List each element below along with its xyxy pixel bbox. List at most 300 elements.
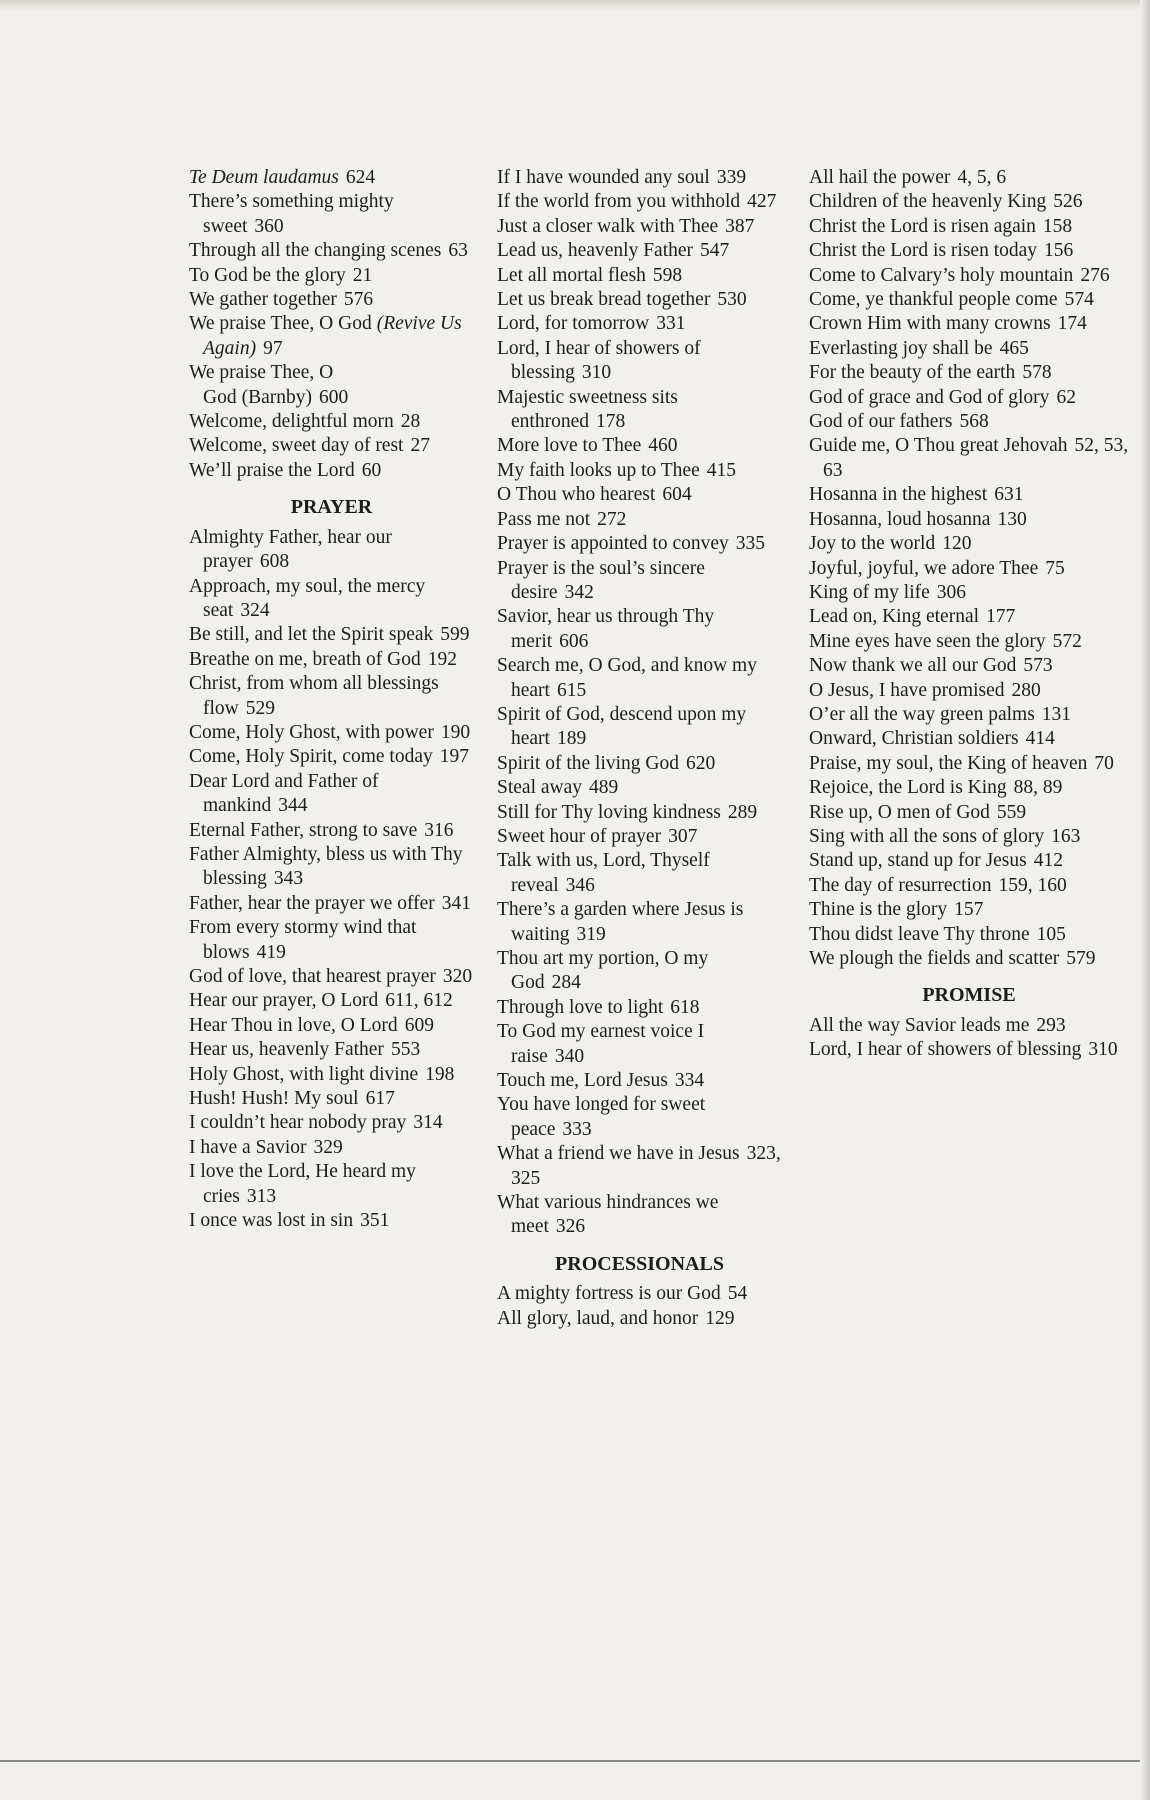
index-entry — [809, 288, 1129, 312]
hymn-number: 163 — [1051, 825, 1081, 847]
hymn-title: There’s a garden where Jesus is waiting — [497, 899, 744, 945]
index-entry — [189, 1111, 474, 1135]
index-entry — [189, 575, 474, 624]
index-entry — [809, 947, 1129, 971]
hymn-title: O Jesus, I have promised — [809, 679, 1005, 701]
hymn-number: 192 — [427, 648, 458, 670]
hymn-number: 553 — [390, 1039, 421, 1061]
hymn-title: Eternal Father, strong to save — [189, 819, 418, 841]
hymn-title: O’er all the way green palms — [809, 703, 1035, 725]
hymn-title: Sweet hour of prayer — [497, 825, 662, 847]
hymn-number: 573 — [1023, 655, 1053, 677]
index-entry — [809, 581, 1129, 605]
hymn-number: 62 — [1056, 386, 1076, 408]
hymn-title: Holy Ghost, with light divine — [189, 1063, 419, 1085]
hymn-number: 530 — [717, 289, 747, 311]
hymn-number: 600 — [319, 386, 349, 408]
index-entry — [189, 989, 474, 1013]
hymn-number: 189 — [556, 728, 587, 750]
hymn-number: 341 — [441, 892, 471, 914]
hymn-title: Crown Him with many crowns — [809, 313, 1051, 335]
index-entry — [189, 526, 474, 575]
hymn-number: 489 — [589, 777, 619, 799]
hymn-title: Welcome, sweet day of rest — [189, 435, 404, 457]
hymn-title: All the way Savior leads me — [809, 1014, 1030, 1036]
hymn-number: 387 — [725, 215, 755, 237]
hymn-number: 617 — [365, 1088, 395, 1110]
index-entry — [809, 605, 1129, 629]
hymn-number: 604 — [662, 484, 692, 506]
hymn-number: 63 — [448, 240, 468, 262]
hymn-title: We’ll praise the Lord — [189, 459, 355, 481]
hymn-number: 4, 5, 6 — [957, 167, 1007, 188]
hymn-title: Hosanna in the highest — [809, 484, 988, 506]
index-entry — [189, 166, 474, 190]
index-entry — [189, 1063, 474, 1087]
index-entry — [497, 801, 782, 825]
hymn-title: Mine eyes have seen the glory — [809, 630, 1046, 652]
index-entry — [189, 239, 474, 263]
index-entry — [497, 288, 782, 312]
hymn-number: 608 — [259, 551, 290, 573]
hymn-title: Steal away — [497, 777, 583, 799]
hymn-title: We gather together — [189, 289, 337, 311]
hymn-title: Almighty Father, hear our prayer — [189, 526, 392, 573]
index-entry — [809, 532, 1129, 556]
index-entry — [497, 1093, 782, 1142]
hymn-title: Stand up, stand up for Jesus — [809, 850, 1027, 872]
index-entry — [809, 312, 1129, 336]
index-entry — [809, 874, 1129, 898]
hymn-number: 547 — [700, 240, 730, 262]
hymn-title: I couldn’t hear nobody pray — [189, 1112, 407, 1134]
hymn-title: Joy to the world — [809, 533, 936, 555]
hymn-number: 284 — [551, 972, 581, 994]
index-entry — [189, 410, 474, 434]
hymn-number: 97 — [263, 337, 283, 359]
index-entry — [189, 916, 474, 965]
hymn-number: 578 — [1022, 362, 1052, 384]
index-entry — [809, 703, 1129, 727]
hymn-title: Come, ye thankful people come — [809, 289, 1058, 311]
hymn-number: 342 — [564, 581, 594, 603]
index-entry — [189, 965, 474, 989]
hymn-title: Through all the changing scenes — [189, 240, 442, 262]
hymn-title: God of our fathers — [809, 411, 953, 433]
index-entry — [189, 892, 474, 916]
hymn-title: Rejoice, the Lord is King — [809, 777, 1007, 799]
hymn-number: 611, 612 — [385, 990, 453, 1012]
hymn-title: Through love to light — [497, 996, 664, 1018]
index-entry — [809, 801, 1129, 825]
hymn-title: Father Almighty, bless us with Thy blessing — [189, 843, 463, 890]
hymn-title: Lord, for tomorrow — [497, 313, 650, 335]
index-entry — [189, 843, 474, 892]
hymn-number: 178 — [595, 411, 626, 433]
hymn-number: 75 — [1045, 557, 1065, 579]
hymn-number: 198 — [425, 1063, 455, 1085]
index-entry — [497, 434, 782, 458]
hymn-number: 306 — [936, 581, 967, 603]
index-column-3 — [809, 166, 1129, 1063]
hymn-title: Spirit of God, descend upon my heart — [497, 703, 747, 750]
hymn-number: 360 — [254, 215, 284, 237]
index-entry — [809, 923, 1129, 947]
hymn-title: To God be the glory — [189, 264, 346, 286]
hymn-title: There’s something mighty sweet — [189, 191, 394, 237]
hymn-title: Come, Holy Spirit, come today — [189, 746, 433, 768]
hymn-title: To God my earnest voice I raise — [497, 1021, 705, 1067]
hymn-title: Lead on, King eternal — [809, 606, 980, 628]
hymn-number: 197 — [439, 746, 469, 768]
hymn-title: Majestic sweetness sits enthroned — [497, 386, 678, 433]
index-entry — [189, 721, 474, 745]
index-entry — [497, 1142, 782, 1191]
hymn-title: Welcome, delightful morn — [189, 411, 394, 433]
hymn-number: 331 — [656, 313, 686, 335]
hymn-number: 559 — [996, 801, 1027, 823]
hymn-title: Thou didst leave Thy throne — [809, 923, 1030, 945]
index-entry — [497, 1307, 782, 1331]
index-entry — [497, 947, 782, 996]
hymn-title: We praise Thee, O God — [189, 362, 334, 408]
page-right-edge — [1140, 0, 1150, 1800]
index-entry — [189, 264, 474, 288]
index-entry — [809, 1014, 1129, 1038]
index-entry — [497, 1069, 782, 1093]
hymn-number: 334 — [674, 1070, 705, 1092]
hymn-title: Hear Thou in love, O Lord — [189, 1014, 398, 1036]
hymn-title: Rise up, O men of God — [809, 801, 990, 823]
index-entry — [497, 1191, 782, 1240]
index-entry — [497, 1282, 782, 1306]
hymn-title: Christ the Lord is risen again — [809, 215, 1036, 237]
hymn-number: 335 — [735, 533, 766, 555]
hymn-subtitle: (Revive Us Again) — [203, 313, 462, 359]
hymn-title: Prayer is the soul’s sincere desire — [497, 557, 705, 603]
index-entry — [497, 508, 782, 532]
hymn-title: Lord, I hear of showers of blessing — [809, 1039, 1082, 1061]
hymn-number: 272 — [597, 508, 627, 530]
hymn-number: 415 — [706, 459, 736, 481]
hymn-title: What a friend we have in Jesus — [497, 1143, 740, 1165]
index-entry — [809, 264, 1129, 288]
index-entry — [497, 483, 782, 507]
hymn-number: 190 — [440, 721, 471, 743]
index-entry — [809, 630, 1129, 654]
hymn-number: 574 — [1064, 289, 1094, 311]
index-entry — [809, 898, 1129, 922]
hymn-title: More love to Thee — [497, 435, 642, 457]
hymn-title: Let us break bread together — [497, 289, 711, 311]
hymn-title: All glory, laud, and honor — [497, 1307, 699, 1329]
hymn-title: O Thou who hearest — [497, 484, 656, 506]
hymn-number: 60 — [361, 459, 382, 481]
hymn-number: 329 — [313, 1136, 343, 1158]
hymn-title: Be still, and let the Spirit speak — [189, 624, 434, 646]
section-heading: PRAYER — [290, 496, 373, 519]
index-entry — [809, 557, 1129, 581]
hymn-title: What various hindrances we meet — [497, 1192, 719, 1238]
hymn-title: Hush! Hush! My soul — [189, 1088, 359, 1110]
hymn-title: I once was lost in sin — [189, 1210, 354, 1232]
hymn-number: 598 — [652, 264, 683, 286]
hymn-number: 572 — [1052, 630, 1082, 652]
hymn-number: 344 — [278, 795, 308, 817]
index-column-2 — [497, 166, 782, 1331]
hymn-title: A mighty fortress is our God — [497, 1283, 721, 1305]
hymn-number: 313 — [246, 1185, 277, 1207]
index-entry — [809, 825, 1129, 849]
index-entry — [809, 386, 1129, 410]
index-entry — [497, 215, 782, 239]
index-entry — [189, 434, 474, 458]
hymn-title: Pass me not — [497, 508, 591, 530]
hymn-number: 310 — [1088, 1039, 1118, 1061]
hymn-title: Everlasting joy shall be — [809, 337, 993, 359]
hymn-number: 599 — [440, 624, 470, 646]
hymn-title: Dear Lord and Father of mankind — [189, 770, 379, 817]
index-entry — [189, 190, 474, 239]
index-entry — [497, 605, 782, 654]
index-entry — [497, 239, 782, 263]
index-entry — [809, 434, 1129, 483]
hymn-number: 276 — [1080, 264, 1110, 286]
index-entry — [497, 703, 782, 752]
hymn-title: Savior, hear us through Thy merit — [497, 606, 715, 652]
index-entry — [497, 849, 782, 898]
hymn-number: 293 — [1036, 1014, 1066, 1036]
hymn-title: Praise, my soul, the King of heaven — [809, 752, 1088, 774]
hymn-title: Approach, my soul, the mercy seat — [189, 575, 426, 621]
hymn-number: 606 — [559, 630, 589, 652]
hymn-number: 615 — [556, 679, 587, 701]
hymn-number: 568 — [959, 411, 989, 433]
index-entry — [809, 508, 1129, 532]
hymn-number: 174 — [1057, 313, 1087, 335]
hymn-number: 465 — [999, 337, 1029, 359]
hymn-title: Come, Holy Ghost, with power — [189, 721, 434, 743]
hymn-title: Sing with all the sons of glory — [809, 825, 1045, 847]
hymn-number: 27 — [410, 435, 430, 457]
hymn-number: 579 — [1066, 948, 1096, 969]
hymn-title: We plough the fields and scatter — [809, 948, 1060, 969]
hymn-number: 159, 160 — [998, 874, 1067, 896]
index-entry — [497, 654, 782, 703]
hymn-number: 289 — [727, 801, 758, 823]
hymn-title: Thou art my portion, O my God — [497, 948, 709, 994]
hymn-title: Joyful, joyful, we adore Thee — [809, 557, 1039, 579]
hymn-number: 340 — [554, 1045, 585, 1067]
hymn-title: If the world from you withhold — [497, 191, 741, 213]
hymn-number: 624 — [345, 167, 376, 188]
index-entry — [809, 410, 1129, 434]
hymn-number: 54 — [727, 1283, 748, 1305]
hymn-title: All hail the power — [809, 167, 951, 188]
hymn-title: Te Deum laudamus — [189, 167, 339, 188]
hymn-number: 177 — [986, 606, 1016, 628]
hymn-title: Just a closer walk with Thee — [497, 215, 719, 237]
index-entry — [189, 312, 474, 361]
index-entry — [809, 337, 1129, 361]
hymn-title: Spirit of the living God — [497, 752, 679, 774]
hymn-title: My faith looks up to Thee — [497, 459, 700, 481]
index-entry — [189, 672, 474, 721]
index-column-1 — [189, 166, 474, 1233]
bottom-rule — [0, 1760, 1140, 1762]
index-entry — [809, 679, 1129, 703]
index-entry — [189, 1136, 474, 1160]
hymn-title: Onward, Christian soldiers — [809, 728, 1019, 750]
hymn-number: 333 — [562, 1118, 592, 1140]
hymn-number: 310 — [581, 362, 612, 384]
hymn-number: 618 — [670, 996, 700, 1018]
hymn-number: 120 — [942, 533, 972, 555]
hymn-number: 320 — [442, 966, 473, 987]
hymn-title: Hear us, heavenly Father — [189, 1039, 384, 1061]
hymn-subtitle: (Barnby) — [241, 386, 312, 408]
index-entry — [809, 849, 1129, 873]
hymn-number: 88, 89 — [1013, 777, 1063, 799]
hymn-title: We praise Thee, O God — [189, 313, 372, 335]
index-entry — [189, 1160, 474, 1209]
section-heading: PROMISE — [922, 984, 1016, 1007]
index-entry — [497, 312, 782, 336]
hymn-title: Christ, from whom all blessings flow — [189, 673, 439, 719]
index-entry — [497, 996, 782, 1020]
hymn-number: 307 — [668, 825, 698, 847]
index-entry — [497, 557, 782, 606]
index-entry — [189, 745, 474, 769]
index-entry — [809, 654, 1129, 678]
hymn-number: 412 — [1033, 850, 1063, 872]
hymn-title: Guide me, O Thou great Jehovah — [809, 435, 1068, 457]
hymn-number: 631 — [994, 484, 1024, 506]
index-entry — [189, 648, 474, 672]
hymn-number: 351 — [360, 1210, 390, 1232]
hymn-number: 105 — [1036, 923, 1066, 945]
hymn-title: You have longed for sweet peace — [497, 1094, 706, 1140]
hymn-number: 346 — [565, 874, 595, 896]
index-entry — [497, 264, 782, 288]
hymn-number: 323, 325 — [511, 1143, 781, 1189]
hymn-number: 314 — [413, 1112, 443, 1134]
hymn-number: 130 — [997, 508, 1027, 530]
index-entry — [809, 361, 1129, 385]
hymn-title: If I have wounded any soul — [497, 167, 710, 188]
index-entry — [189, 288, 474, 312]
hymn-title: Lead us, heavenly Father — [497, 240, 694, 262]
hymn-number: 419 — [256, 941, 286, 963]
index-entry — [809, 1038, 1129, 1062]
index-entry — [189, 361, 474, 410]
hymn-title: Let all mortal flesh — [497, 264, 646, 286]
hymn-title: God of grace and God of glory — [809, 386, 1050, 408]
hymn-title: I love the Lord, He heard my cries — [189, 1161, 416, 1207]
hymn-title: Touch me, Lord Jesus — [497, 1070, 668, 1092]
hymn-title: For the beauty of the earth — [809, 362, 1016, 384]
hymn-number: 156 — [1044, 240, 1074, 262]
index-entry — [189, 459, 474, 483]
index-entry — [189, 1038, 474, 1062]
index-entry — [497, 166, 782, 190]
section-heading: PROCESSIONALS — [555, 1252, 724, 1275]
hymn-number: 131 — [1041, 703, 1072, 725]
hymn-title: Father, hear the prayer we offer — [189, 892, 435, 914]
index-entry — [497, 1020, 782, 1069]
hymn-number: 427 — [747, 191, 777, 213]
index-entry — [497, 532, 782, 556]
index-entry — [189, 1209, 474, 1233]
hymn-title: Children of the heavenly King — [809, 191, 1047, 213]
hymn-title: Come to Calvary’s holy mountain — [809, 264, 1074, 286]
hymn-number: 158 — [1042, 215, 1073, 237]
hymn-number: 460 — [648, 435, 678, 457]
hymn-number: 319 — [576, 923, 606, 945]
hymn-number: 609 — [404, 1014, 434, 1036]
index-entry — [809, 215, 1129, 239]
index-entry — [497, 752, 782, 776]
hymn-title: Christ the Lord is risen today — [809, 240, 1038, 262]
index-entry — [809, 239, 1129, 263]
hymn-number: 157 — [954, 899, 984, 921]
hymn-title: Still for Thy loving kindness — [497, 801, 721, 823]
index-entry — [189, 770, 474, 819]
index-entry — [497, 190, 782, 214]
index-entry — [809, 190, 1129, 214]
hymn-title: Thine is the glory — [809, 899, 948, 921]
index-entry — [497, 459, 782, 483]
hymn-title: King of my life — [809, 581, 930, 603]
hymn-title: Hear our prayer, O Lord — [189, 990, 379, 1012]
hymn-title: Talk with us, Lord, Thyself reveal — [497, 850, 710, 896]
hymn-title: I have a Savior — [189, 1136, 307, 1158]
hymn-title: From every stormy wind that blows — [189, 917, 417, 963]
index-entry — [497, 776, 782, 800]
hymn-number: 526 — [1053, 191, 1083, 213]
hymn-title: The day of resurrection — [809, 874, 992, 896]
hymn-number: 529 — [245, 697, 275, 719]
index-entry — [809, 752, 1129, 776]
hymn-number: 324 — [240, 599, 270, 621]
index-entry — [809, 727, 1129, 751]
hymn-title: God of love, that hearest prayer — [189, 966, 436, 987]
index-entry — [809, 483, 1129, 507]
index-entry — [809, 776, 1129, 800]
hymn-number: 576 — [343, 289, 374, 311]
hymn-title: Prayer is appointed to convey — [497, 533, 729, 555]
index-entry — [189, 1014, 474, 1038]
index-entry — [189, 623, 474, 647]
hymn-title: Breathe on me, breath of God — [189, 648, 421, 670]
hymn-title: Lord, I hear of showers of blessing — [497, 337, 701, 384]
hymn-number: 326 — [555, 1216, 586, 1238]
index-entry — [497, 386, 782, 435]
page-top-edge — [0, 0, 1150, 10]
index-entry — [497, 825, 782, 849]
index-entry — [189, 1087, 474, 1111]
index-entry — [189, 819, 474, 843]
index-entry — [497, 337, 782, 386]
hymn-number: 129 — [705, 1307, 735, 1329]
hymn-title: Hosanna, loud hosanna — [809, 508, 991, 530]
hymn-number: 21 — [352, 264, 373, 286]
hymn-number: 70 — [1094, 752, 1114, 774]
hymn-number: 339 — [716, 167, 747, 188]
hymn-number: 620 — [686, 752, 716, 774]
hymn-number: 280 — [1011, 679, 1041, 701]
hymn-title: Search me, O God, and know my heart — [497, 655, 757, 701]
